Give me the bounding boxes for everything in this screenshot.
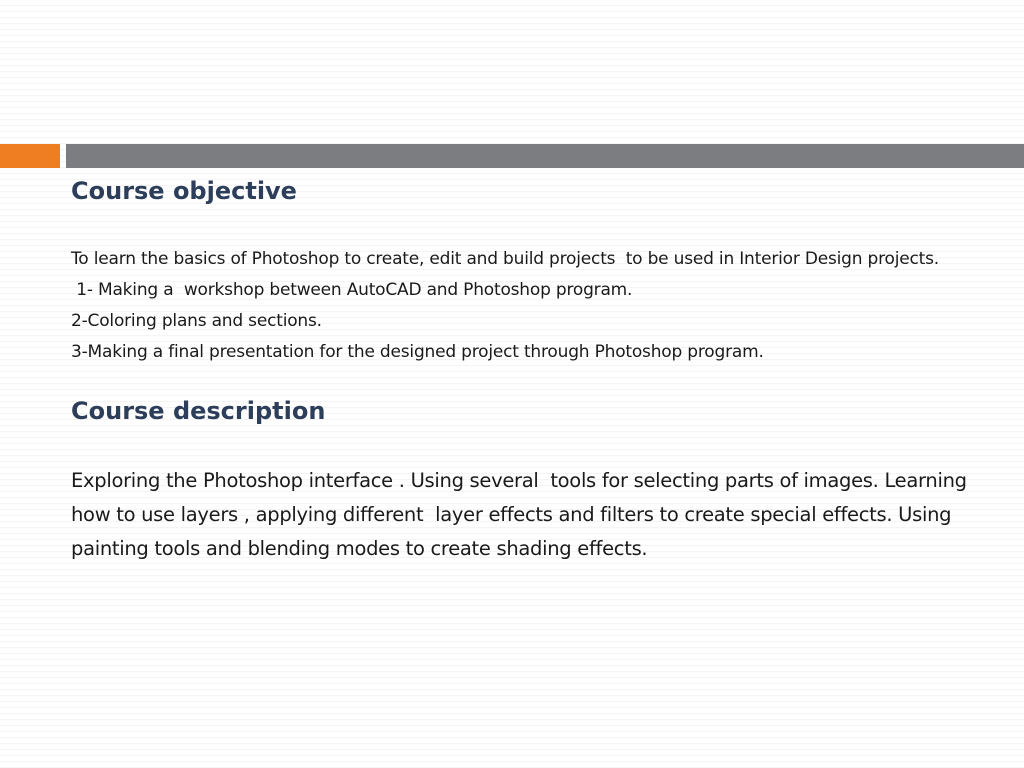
gray-title-bar [66, 144, 1024, 168]
orange-accent-block [0, 144, 60, 168]
course-description-heading: Course description [71, 397, 326, 425]
objective-intro-text [71, 244, 991, 368]
slide-content [71, 174, 991, 566]
objective-intro: To learn the basics of Photoshop to create, edit and build projects to be used in Interior Design projects. [71, 249, 940, 269]
course-objective-heading: Course objective [71, 177, 297, 205]
course-description-text: Exploring the Photoshop interface . Using several tools for selecting parts of images. Learning how to use layers , applying different layer effects and filters to create special effects. Using painting tools and blending modes to create shading effects. [71, 469, 973, 560]
objective-item-3: 3-Making a final presentation for the designed project through Photoshop program. [71, 342, 764, 362]
objective-item-1: 1- Making a workshop between AutoCAD and Photoshop program. [71, 280, 633, 300]
objective-item-2: 2-Coloring plans and sections. [71, 311, 322, 331]
